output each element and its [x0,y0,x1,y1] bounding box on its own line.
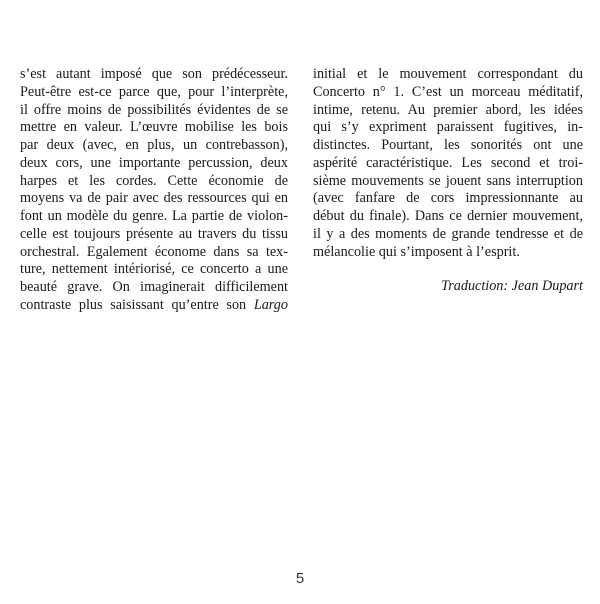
text-line: aspérité caractéristique. Les second et troi- [313,154,583,171]
text-line: par deux (avec, en plus, un contrebasson), [20,137,288,153]
text-line: beauté grave. On imaginerait difficilement [20,279,288,295]
text-line: initial et le mouvement correspondant du [313,66,583,82]
text-line: orchestral. Egalement économe dans sa tex- [20,243,288,260]
text-line: font un modèle du genre. La partie de violon- [20,208,288,224]
text-line: qui s’y expriment paraissent fugitives, in- [313,119,583,136]
italic-term: Largo [253,296,288,313]
text-line: distinctes. Pourtant, les sonorités ont une [313,137,583,153]
text-line: (avec fanfare de cors impressionnante au [313,190,583,207]
text-line: il offre moins de possibilités évidentes de se [20,101,288,118]
text-line: début du finale). Dans ce dernier mouvement, [313,208,583,224]
text-line: celle est toujours présente au travers du tissu [20,225,288,242]
text-line: intime, retenu. Au premier abord, les idées [313,101,583,118]
text-line: mettre en valeur. L’œuvre mobilise les bois [20,119,288,136]
text-line-final [20,297,288,315]
text-line: deux cors, une importante percussion, deux [20,154,288,171]
text-line: moyens va de pair avec des ressources qui en [20,190,288,207]
text-line: Peut-être est-ce parce que, pour l’interprète, [20,83,288,100]
right-column [313,66,583,296]
page-number: 5 [295,570,305,587]
text-line: harpes et les cordes. Cette économie de [20,172,288,189]
text-line: s’est autant imposé que son prédécesseur. [20,66,288,82]
left-column [20,66,288,315]
text-line: ture, nettement intériorisé, ce concerto a une [20,261,288,278]
text-line: Concerto n° 1. C’est un morceau méditatif, [313,83,583,100]
text-line-final: mélancolie qui s’imposent à l’esprit. [313,243,520,260]
text-line: sième mouvements se jouent sans interruption [313,172,583,189]
translator-credit: Traduction: Jean Dupart [441,278,583,295]
text-line: il y a des moments de grande tendresse et de [313,225,583,242]
text-run: contraste plus saisissant qu’entre son [20,296,254,313]
